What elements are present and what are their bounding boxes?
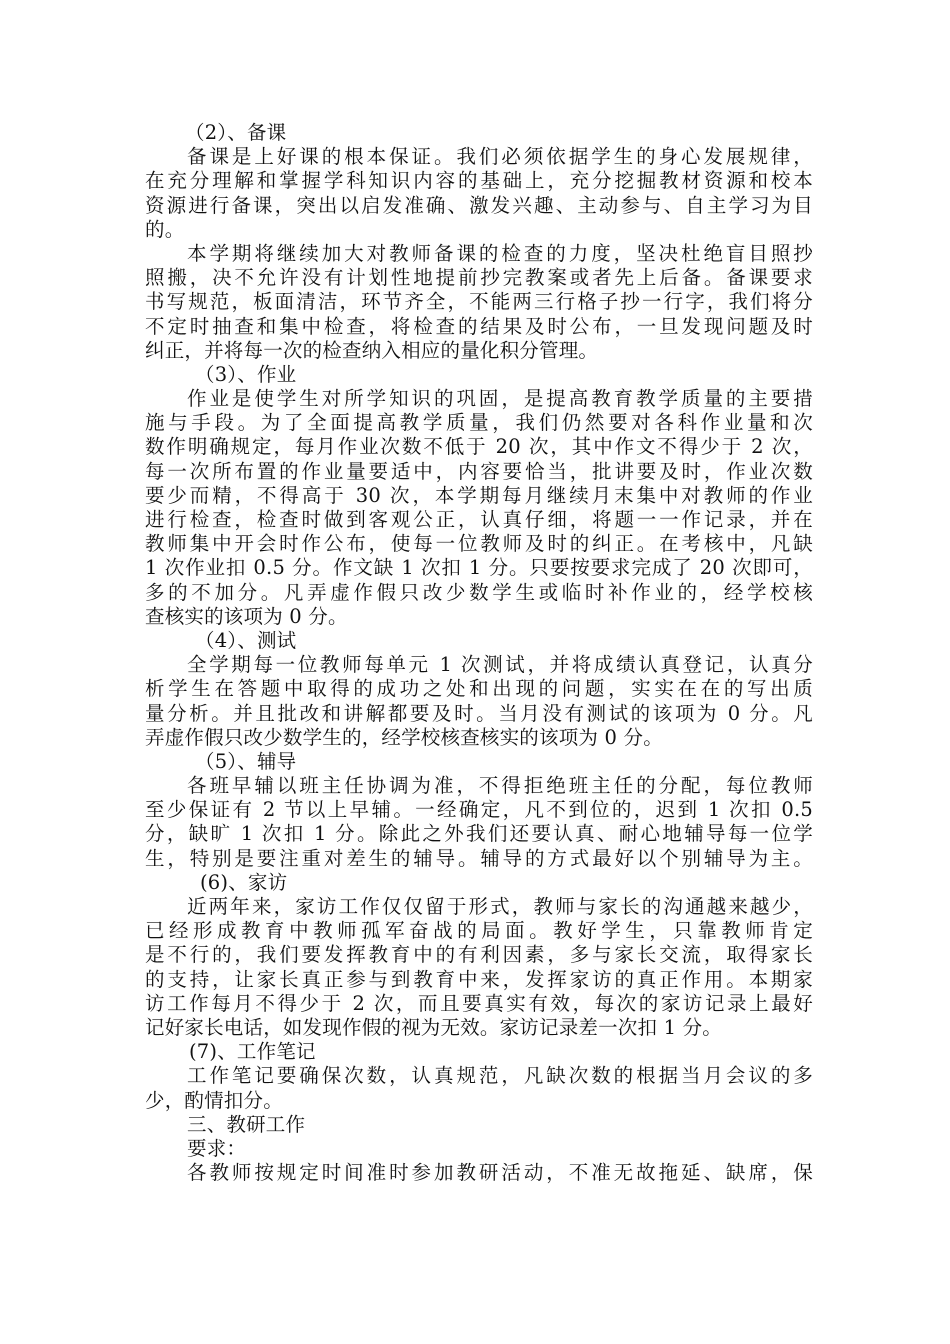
text-line: 各班早辅以班主任协调为准，不得拒绝班主任的分配，每位教师: [187, 774, 813, 798]
text-line: 记好家长电话，如发现作假的视为无效。家访记录差一次扣 1 分。: [145, 1015, 723, 1039]
document-page: [145, 121, 813, 1185]
text-line: 1 次作业扣 0.5 分。作文缺 1 次扣 1 分。只要按要求完成了 20 次即可，: [145, 556, 813, 580]
text-line: 多的不加分。凡弄虚作假只改少数学生或临时补作业的，经学校核: [145, 580, 813, 604]
text-line: 析学生在答题中取得的成功之处和出现的问题，实实在在的写出质: [145, 677, 813, 701]
text-line: 照搬，决不允许没有计划性地提前抄完教案或者先上后备。备课要求: [145, 266, 813, 290]
text-line: 少，酌情扣分。: [145, 1088, 283, 1112]
text-line: 不定时抽查和集中检查，将检查的结果及时公布，一旦发现问题及时: [145, 314, 813, 338]
text-line: 教师集中开会时作公布，使每一位教师及时的纠正。在考核中，凡缺: [145, 532, 813, 556]
text-line: (7)、工作笔记: [189, 1040, 316, 1064]
text-line: 弄虚作假只改少数学生的，经学校核查核实的该项为 0 分。: [145, 725, 663, 749]
text-line: 至少保证有 2 节以上早辅。一经确定，凡不到位的，迟到 1 次扣 0.5: [145, 798, 813, 822]
text-line: （2）、备课: [185, 121, 287, 144]
text-line: （5）、辅导: [195, 749, 297, 773]
text-line: 备课是上好课的根本保证。我们必须依据学生的身心发展规律，: [187, 145, 813, 169]
text-line: 要求：: [187, 1136, 247, 1160]
text-line: 数作明确规定，每月作业次数不低于 20 次，其中作文不得少于 2 次，: [145, 435, 813, 459]
text-line: 作业是使学生对所学知识的巩固，是提高教育教学质量的主要措: [187, 387, 813, 411]
text-line: 本学期将继续加大对教师备课的检查的力度，坚决杜绝盲目照抄: [187, 241, 813, 265]
text-line: 查核实的该项为 0 分。: [145, 604, 348, 628]
text-line: 量分析。并且批改和讲解都要及时。当月没有测试的该项为 0 分。凡: [145, 701, 813, 725]
text-line: 书写规范，板面清洁，环节齐全，不能两三行格子抄一行字，我们将分: [145, 290, 813, 314]
text-line: 纠正，并将每一次的检查纳入相应的量化积分管理。: [145, 338, 599, 362]
text-line: (6)、家访: [200, 870, 288, 894]
text-line: 要少而精，不得高于 30 次，本学期每月继续月末集中对教师的作业: [145, 483, 813, 507]
text-line: 资源进行备课，突出以启发准确、激发兴趣、主动参与、自主学习为目: [145, 193, 813, 217]
text-line: 的支持，让家长真正参与到教育中来，发挥家访的真正作用。本期家: [145, 967, 813, 991]
text-line: （3）、作业: [195, 362, 297, 386]
text-line: 工作笔记要确保次数，认真规范，凡缺次数的根据当月会议的多: [187, 1064, 813, 1088]
text-line: 各教师按规定时间准时参加教研活动，不准无故拖延、缺席，保: [187, 1161, 813, 1185]
text-line: 进行检查，检查时做到客观公正，认真仔细，将题一一作记录，并在: [145, 508, 813, 531]
text-line: 全学期每一位教师每单元 1 次测试，并将成绩认真登记，认真分: [187, 653, 813, 677]
text-line: 访工作每月不得少于 2 次，而且要真实有效，每次的家访记录上最好: [145, 991, 813, 1015]
text-line: 三、教研工作: [187, 1112, 306, 1136]
text-line: 已经形成教育中教师孤军奋战的局面。教好学生，只靠教师肯定: [145, 919, 813, 943]
text-line: 分，缺旷 1 次扣 1 分。除此之外我们还要认真、耐心地辅导每一位学: [145, 822, 813, 846]
text-line: 施与手段。为了全面提高教学质量，我们仍然要对各科作业量和次: [145, 411, 813, 435]
text-line: 每一次所布置的作业量要适中，内容要恰当，批讲要及时，作业次数: [145, 459, 813, 483]
text-line: 是不行的，我们要发挥教育中的有利因素，多与家长交流，取得家长: [145, 943, 813, 967]
text-line: 生，特别是要注重对差生的辅导。辅导的方式最好以个别辅导为主。: [145, 846, 813, 870]
text-line: 在充分理解和掌握学科知识内容的基础上，充分挖掘教材资源和校本: [145, 169, 813, 193]
text-line: 的。: [145, 217, 185, 241]
text-line: 近两年来，家访工作仅仅留于形式，教师与家长的沟通越来越少，: [187, 895, 813, 918]
text-line: （4）、测试: [195, 628, 297, 652]
